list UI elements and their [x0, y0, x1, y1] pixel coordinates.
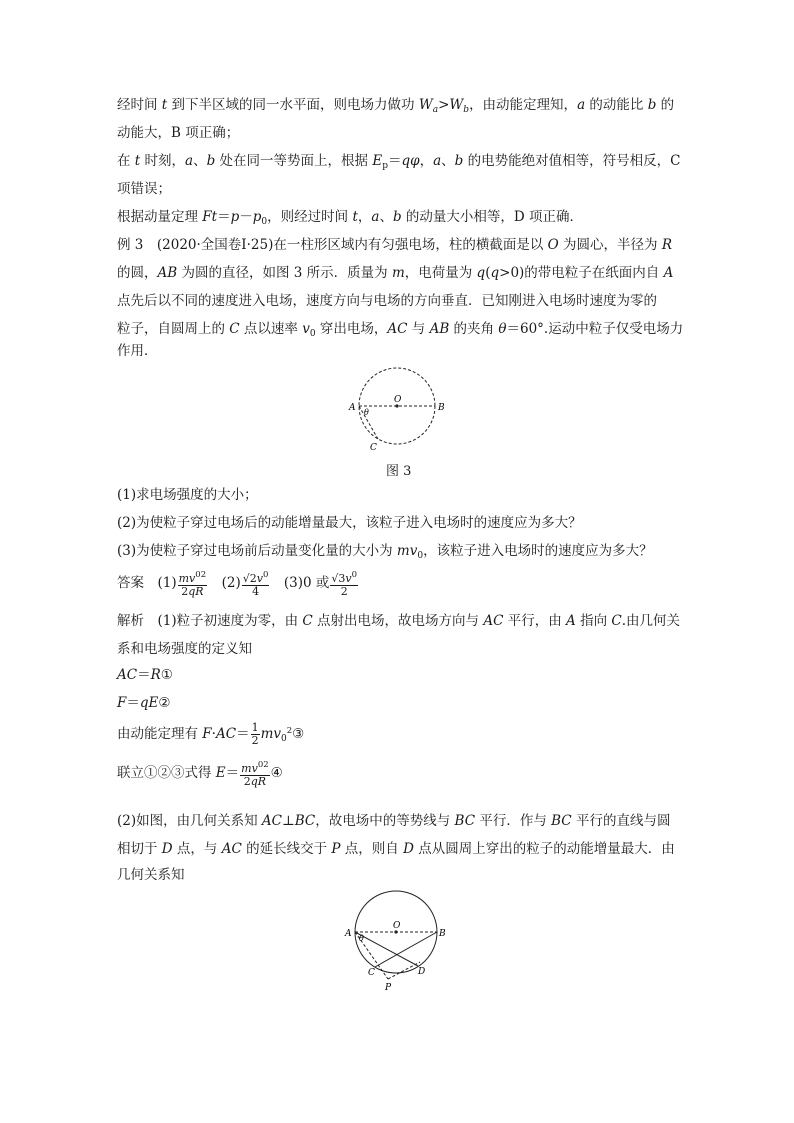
figure-4-label-d: D: [418, 967, 426, 977]
text-line-10: 作用．: [117, 343, 158, 359]
figure-4-label-a: A: [345, 929, 352, 939]
equation-4: 联立①②③式得 E＝ $\frac{mv^{02}}{2qR}$ ④: [117, 760, 283, 788]
equation-2: F＝qE②: [117, 695, 171, 711]
analysis-line-1: 解析 (1)粒子初速度为零，由 C 点射出电场，故电场方向与 AC 平行，由 A 指向 C.由几何关: [117, 613, 681, 629]
figure-4-line-bc: [375, 932, 437, 967]
part2-line-1: (2)如图，由几何关系知 AC⊥BC，故电场中的等势线与 BC 平行．作与 BC 平行的直线与圆: [117, 813, 671, 829]
equation-3: 由动能定理有 F·AC＝ $\frac{1}{2}$ $mv_0^2③$: [117, 721, 305, 747]
figure-4-label-b: B: [439, 929, 446, 939]
text-line-8: 点先后以不同的速度进入电场，速度方向与电场的方向垂直．已知刚进入电场时速度为零的: [117, 293, 657, 309]
equation-1: AC＝R①: [117, 667, 173, 683]
figure-4-diagram: [336, 888, 456, 994]
figure-3-label-o: O: [394, 395, 402, 405]
text-line-7: 的圆，AB 为圆的直径，如图 3 所示．质量为 m，电荷量为 q(q>0)的带电粒子在纸面内自 A: [117, 265, 674, 281]
part2-line-2: 相切于 D 点，与 AC 的延长线交于 P 点，则自 D 点从圆周上穿出的粒子的动能增量最大．由: [117, 841, 675, 857]
figure-4-label-c: C: [368, 968, 375, 978]
question-1: (1)求电场强度的大小；: [117, 487, 258, 503]
part2-line-3: 几何关系知: [117, 867, 185, 883]
text-line-4: 项错误；: [117, 181, 171, 197]
figure-3-label-theta: θ: [364, 408, 369, 417]
text-line-5: 根据动量定理 $Ft=p-p_0$，则经过时间 t，a、b 的动量大小相等，D 项正确．: [117, 209, 583, 227]
figure-3-label-a: A: [349, 403, 356, 413]
text-line-6: 例 3 (2020·全国卷Ⅰ·25)在一柱形区域内有匀强电场，柱的横截面是以 O 为圆心，半径为 R: [117, 237, 672, 253]
answer-line: 答案 (1) $\frac{mv^{02}}{2qR}$ (2) $\frac{√2v^0}{4}$ (3)0 或 $\frac{√3v^0}{2}$: [117, 570, 358, 598]
figure-3-caption: 图 3: [386, 464, 412, 479]
analysis-line-2: 系和电场强度的定义知: [117, 641, 252, 657]
figure-3-label-b: B: [438, 403, 445, 413]
question-3: (3)为使粒子穿过电场前后动量变化量的大小为 $mv_0$，该粒子进入电场时的速度应为多大？: [117, 543, 653, 561]
text-line-3: 在 t 时刻，a、b 处在同一等势面上，根据 $E_p=q\varphi$，a、b 的电势能绝对值相等，符号相反，C: [117, 153, 681, 171]
figure-3-label-c: C: [370, 443, 377, 453]
figure-4-label-p: P: [385, 983, 392, 993]
figure-4-label-theta: θ: [359, 934, 364, 943]
text-line-2: 动能大，B 项正确；: [117, 125, 240, 141]
text-line-1: 经时间 t 到下半区域的同一水平面，则电场力做功 $W_a>W_b$，由动能定理知，a 的动能比 b 的: [117, 97, 675, 115]
figure-3-diagram: [330, 362, 470, 458]
figure-4-tangent-pd: [388, 962, 420, 979]
figure-4-label-o: O: [393, 921, 401, 931]
question-2: (2)为使粒子穿过电场后的动能增量最大，该粒子进入电场时的速度应为多大？: [117, 515, 582, 531]
text-line-9: 粒子，自圆周上的 C 点以速率 $v_0$ 穿出电场，AC 与 AB 的夹角 θ＝60°.运动中粒子仅受电场力: [117, 321, 684, 339]
